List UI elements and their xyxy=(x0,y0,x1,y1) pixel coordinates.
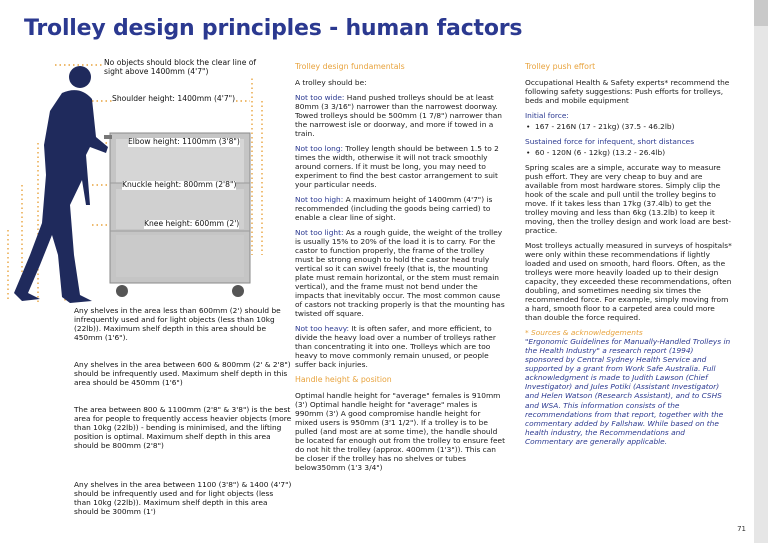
spring-scales-paragraph: Spring scales are a simple, accurate way to measure push effort. They are very cheap to buy and are available from most hardware stores. Simply clip the hook of the scale and pull until the trolley begins to move. If it takes less than 17kg (37.4lb) to get the trolley moving and less than 6kg (13.2lb) to keep it moving, then the trolley design and work load are best-practice. xyxy=(525,162,731,235)
length-item: Not too long: Trolley length should be between 1.5 to 2 times the width, otherwise it will not track smoothly around corners. If it must be long, you may need to experiment to find the best castor arrangement to suit your particular needs. xyxy=(295,143,499,189)
push-effort-column xyxy=(525,62,733,446)
human-factors-illustration xyxy=(0,55,290,305)
elbow-height-label: Elbow height: 1100mm (3'8") xyxy=(128,137,240,146)
line-of-sight-label: No objects should block the clear line of sight above 1400mm (4'7") xyxy=(104,59,259,76)
sources-text: "Ergonomic Guidelines for Manually-Handled Trolleys in the Health Industry" a research report (1994) sponsored by Central Sydney Health Service and supported by a grant from Work Safe Australia. Full acknowledgment is made to Judith Lawson (Chief Investigator) and Jules Potiki (Assistant Investigator) and Helen Watson (Research Assistant), and to CSHS and WSA. This information consists of the recommendations from that report, together with the commentary added by Fallshaw. While based on the health industry, the Recommendations and Commentary are generally applicable. xyxy=(525,337,731,446)
push-effort-heading: Trolley push effort xyxy=(525,62,596,71)
knuckle-height-label: Knuckle height: 800mm (2'8") xyxy=(122,180,237,189)
page-title: Trolley design principles - human factors xyxy=(24,16,523,41)
shelf-note-3: The area between 800 & 1100mm (2'8" & 3'8") is the best area for people to frequently access heavier objects (more than 10kg (22lb)) - bending is minimised, and the lifting position is optimal. Maximum shelf depth in this area should be 800mm (2'8") xyxy=(74,405,292,451)
knee-height-label: Knee height: 600mm (2') xyxy=(144,219,240,228)
page-number: 71 xyxy=(737,525,746,533)
push-effort-intro: Occupational Health & Safety experts* recommend the following safety suggestions: Push efforts for trolleys, beds and mobile equipment xyxy=(525,77,730,105)
fundamentals-column xyxy=(295,62,505,478)
width-item: Not too wide: Hand pushed trolleys should be at least 80mm (3 3/16") narrower than the narrowest doorway. Towed trolleys should be 500mm (1 7/8") narrower than the narrowest isle or doorway, and more if towed in a train. xyxy=(295,92,502,138)
sustained-force-list: • 60 - 120N (6 - 12kg) (13.2 - 26.4lb) xyxy=(525,148,733,157)
handle-heading: Handle height & position xyxy=(295,375,392,385)
fundamentals-intro: A trolley should be: xyxy=(295,77,367,87)
handle-text: Optimal handle height for "average" females is 910mm (3') Optimal handle height for "average" males is 990mm (3') A good compromise handle height for mixed users is 950mm (3'1 1/2"). If a trolley is to be pulled (and most are at some time), the handle should be located far enough out from the trolley to ensure feet do not hit the trolley (approx. 400mm (1'3")). This can be closer if the trolley has no shelves or tubes below350mm (1'3 3/4") xyxy=(295,390,505,473)
sources-block xyxy=(525,328,733,445)
shoulder-height-label: Shoulder height: 1400mm (4'7") xyxy=(112,94,236,103)
sources-heading: * Sources & acknowledgements xyxy=(525,328,643,338)
heavy-item: Not too heavy: It is often safer, and more efficient, to divide the heavy load over a number of trolleys rather than concentrating it into one. Trolleys which are too heavy to move commonly remain unused, or people suffer back injuries. xyxy=(295,324,496,370)
initial-force-list: • 167 - 216N (17 - 21kg) (37.5 - 46.2lb) xyxy=(525,122,733,131)
shelf-note-1: Any shelves in the area less than 600mm (2') should be infrequently used and for light objects (less than 10kg (22lb)). Maximum shelf depth in this area should be 450mm (1'6"). xyxy=(74,306,281,343)
page-edge-tab xyxy=(754,0,768,543)
height-item: Not too high: A maximum height of 1400mm (4'7") is recommended (including the goods being carried) to enable a clear line of sight. xyxy=(295,194,493,222)
shelf-note-4: Any shelves in the area between 1100 (3'8") & 1400 (4'7") should be infrequently used and for light objects (less than 10kg (22lb)). Maximum shelf depth in this area should be 300mm (1') xyxy=(74,480,292,517)
shelf-note-2: Any shelves in the area between 600 & 800mm (2' & 2'8") should be infrequently used. Maximum shelf depth in this area should be 450mm (1'6") xyxy=(74,360,291,388)
fundamentals-heading: Trolley design fundamentals xyxy=(295,62,405,71)
light-item: Not too light: As a rough guide, the weight of the trolley is usually 15% to 20% of the load it is to carry. For the castor to function properly, the frame of the trolley must be strong enough to hold the castor head truly vertical so it can swivel freely (that is, the mounting plate must remain horizontal, or the stem must remain vertical), and the frame must not bend under the impacts that inevitably occur. The most common cause of castors not tracking properly is that the mounting has twisted off square. xyxy=(295,227,505,319)
initial-force-label: Initial force: xyxy=(525,110,569,120)
sustained-force-label: Sustained force for infequent, short distances xyxy=(525,136,695,146)
surveys-paragraph: Most trolleys actually measured in surveys of hospitals* were only within these recommendations if lightly loaded and used on smooth, hard floors. Often, as the trolleys were more heavily loaded up to their design capacity, they exceeded these recommendations, often doubling, and sometimes needing six times the recommended force. For example, simply moving from a hard, smooth floor to a carpeted area could more than double the force required. xyxy=(525,240,732,323)
